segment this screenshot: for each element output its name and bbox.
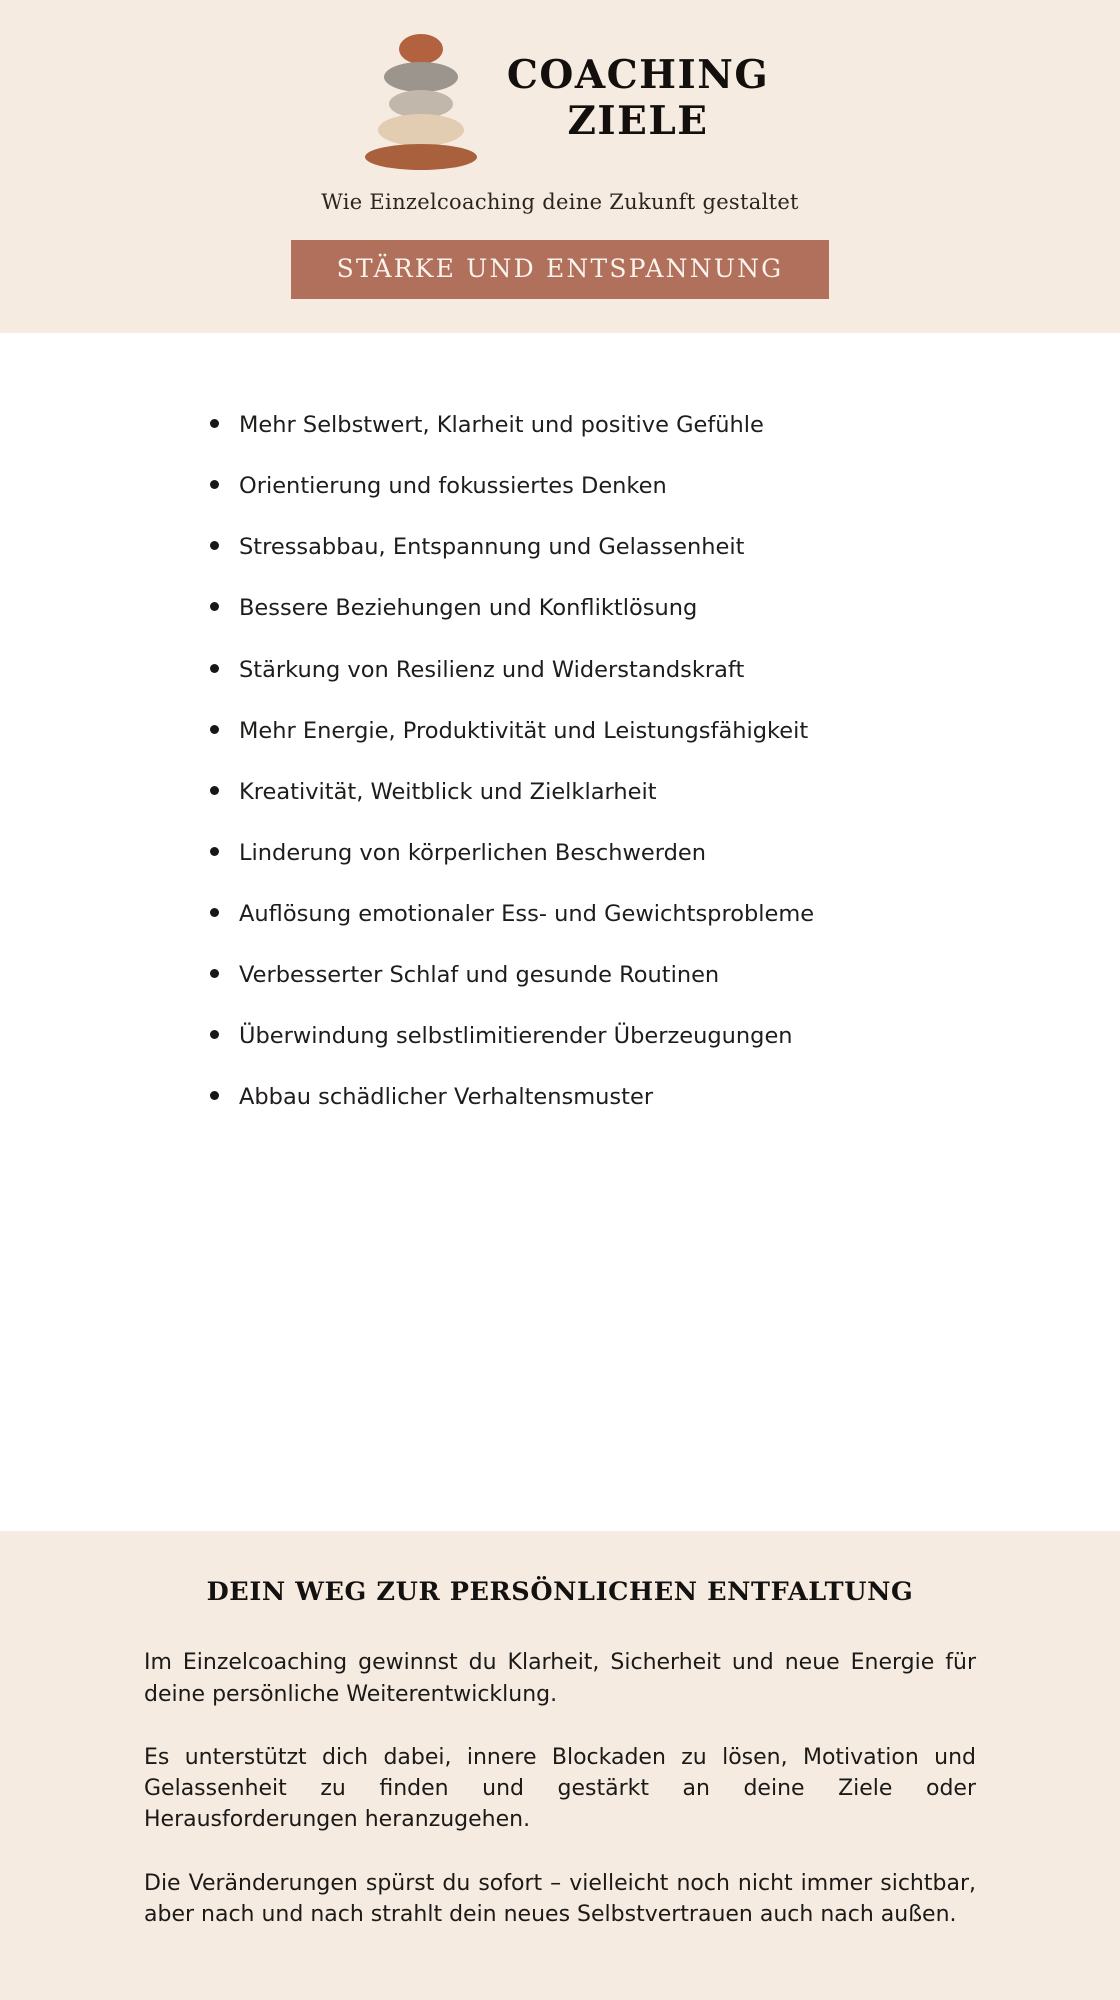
benefits-list xyxy=(210,411,910,1112)
list-item-label: Mehr Selbstwert, Klarheit und positive Gefühle xyxy=(239,412,764,438)
list-item-label: Linderung von körperlichen Beschwerden xyxy=(239,839,706,866)
bullet-icon xyxy=(210,480,219,489)
list-item-label: Verbesserter Schlaf und gesunde Routinen xyxy=(239,962,720,989)
footer-heading: DEIN WEG ZUR PERSÖNLICHEN ENTFALTUNG xyxy=(206,1577,914,1608)
list-item-label: Mehr Energie, Produktivität und Leistungsfähigkeit xyxy=(239,717,809,744)
list-item xyxy=(210,1083,910,1111)
footer-paragraph: Die Veränderungen spürst du sofort – vielleicht noch nicht immer sichtbar, aber nach und nach strahlt dein neues Selbstvertrauen auch nach außen. xyxy=(144,1870,976,1927)
footer-section xyxy=(0,1531,1120,2000)
subtitle: Wie Einzelcoaching deine Zukunft gestaltet xyxy=(321,190,799,214)
list-item xyxy=(210,717,910,745)
highlight-banner: STÄRKE UND ENTSPANNUNG xyxy=(291,240,829,299)
list-item-label: Abbau schädlicher Verhaltensmuster xyxy=(239,1084,654,1111)
stacked-stones-icon xyxy=(361,28,481,168)
list-item-label: Überwindung selbstlimitierender Überzeugungen xyxy=(239,1023,793,1050)
list-item xyxy=(210,961,910,989)
list-item xyxy=(210,533,910,561)
list-item xyxy=(210,411,910,439)
page-title xyxy=(507,52,769,144)
bullet-icon xyxy=(210,541,219,550)
list-item xyxy=(210,1022,910,1050)
list-item-label: Bessere Beziehungen und Konfliktlösung xyxy=(239,595,698,622)
bullet-icon xyxy=(210,664,219,673)
list-item xyxy=(210,778,910,806)
list-item-label: Stärkung von Resilienz und Widerstandskraft xyxy=(239,656,745,683)
bullet-icon xyxy=(210,969,219,978)
footer-paragraph: Es unterstützt dich dabei, innere Blockaden zu lösen, Motivation und Gelassenheit zu finden und gestärkt an deine Ziele oder Herausforderungen heranzugehen. xyxy=(144,1744,976,1833)
list-item-label: Stressabbau, Entspannung und Gelassenheit xyxy=(239,534,745,561)
stone-fourth xyxy=(378,114,464,146)
header-top-row xyxy=(0,28,1120,168)
benefits-section xyxy=(0,333,1120,1531)
bullet-icon xyxy=(210,602,219,611)
bullet-icon xyxy=(210,419,219,428)
stone-top xyxy=(399,34,443,64)
list-item-label: Kreativität, Weitblick und Zielklarheit xyxy=(239,778,657,805)
title-line-1: COACHING xyxy=(506,51,770,98)
stone-second xyxy=(384,62,458,92)
list-item xyxy=(210,656,910,684)
footer-body xyxy=(144,1647,976,1930)
list-item xyxy=(210,472,910,500)
bullet-icon xyxy=(210,908,219,917)
bullet-icon xyxy=(210,725,219,734)
stone-base xyxy=(365,144,477,170)
bullet-icon xyxy=(210,1091,219,1100)
title-line-2: ZIELE xyxy=(567,98,709,144)
footer-paragraph: Im Einzelcoaching gewinnst du Klarheit, Sicherheit und neue Energie für deine persönliche Weiterentwicklung. xyxy=(144,1650,976,1707)
list-item-label: Orientierung und fokussiertes Denken xyxy=(239,473,667,500)
bullet-icon xyxy=(210,786,219,795)
banner-wrapper xyxy=(0,240,1120,299)
list-item xyxy=(210,900,910,928)
header-section xyxy=(0,0,1120,333)
bullet-icon xyxy=(210,847,219,856)
list-item xyxy=(210,594,910,622)
list-item-label: Auflösung emotionaler Ess- und Gewichtsprobleme xyxy=(239,901,815,927)
list-item xyxy=(210,839,910,867)
bullet-icon xyxy=(210,1030,219,1039)
